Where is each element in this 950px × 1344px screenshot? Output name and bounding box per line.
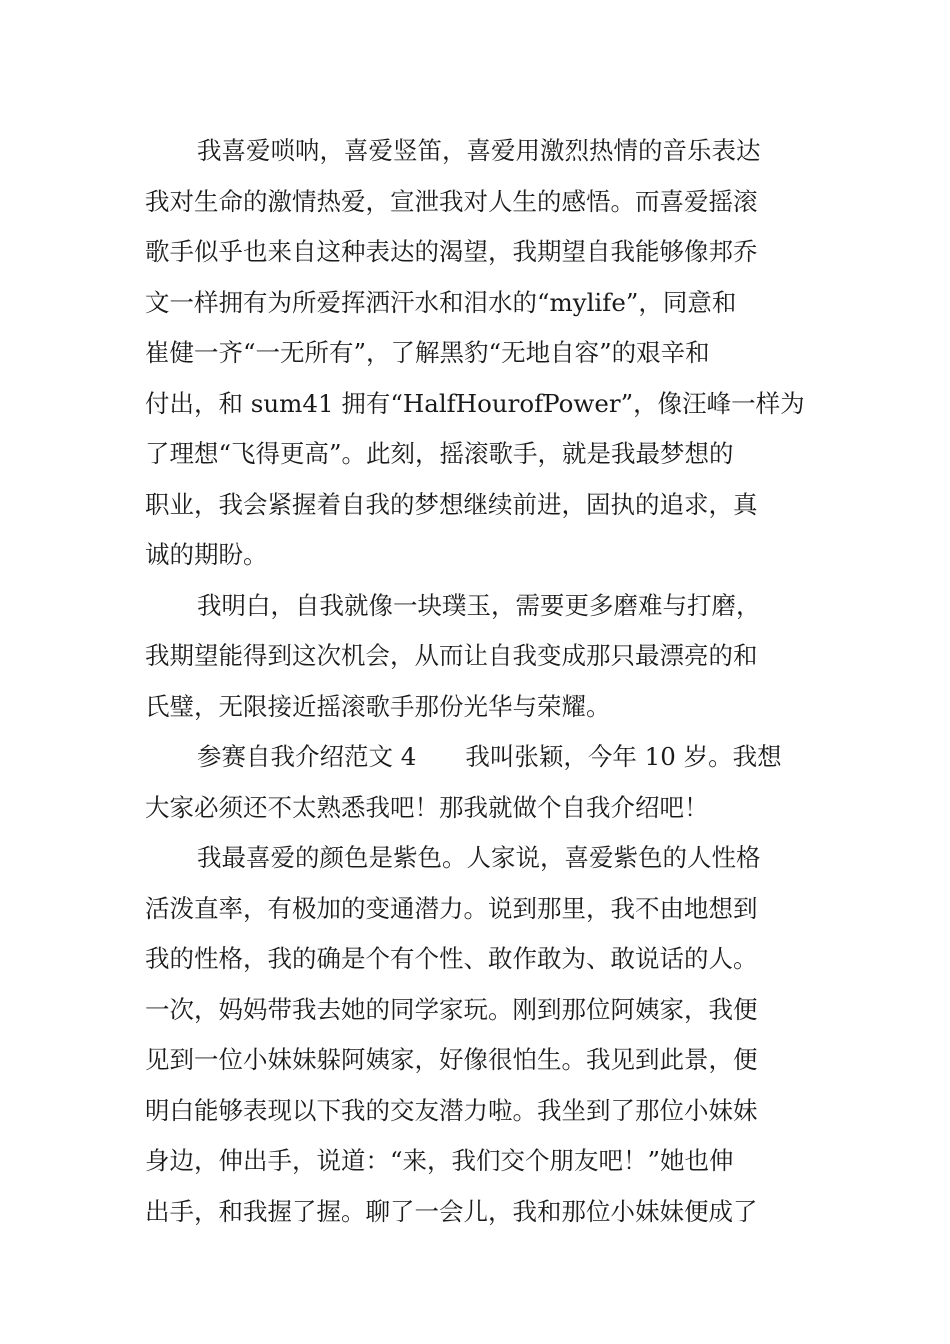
- text-line: 出手，和我握了握。聊了一会儿，我和那位小妹妹便成了: [145, 1196, 758, 1226]
- text-line: 诚的期盼。: [145, 540, 268, 569]
- text-line: 身边，伸出手，说道：“来，我们交个朋友吧！”她也伸: [145, 1146, 734, 1175]
- text-line: 了理想“飞得更高”。此刻，摇滚歌手，就是我最梦想的: [145, 439, 734, 468]
- text-line: 见到一位小妹妹躲阿姨家，好像很怕生。我见到此景，便: [145, 1045, 758, 1074]
- text-line: 明白能够表现以下我的交友潜力啦。我坐到了那位小妹妹: [145, 1095, 758, 1125]
- text-line: 氏璧，无限接近摇滚歌手那份光华与荣耀。: [145, 691, 611, 721]
- text-line: 我最喜爱的颜色是紫色。人家说，喜爱紫色的人性格: [197, 843, 761, 872]
- text-line: 活泼直率，有极加的变通潜力。说到那里，我不由地想到: [145, 893, 758, 923]
- text-line: 付出，和 sum41 拥有“HalfHourofPower”，像汪峰一样为: [145, 388, 805, 418]
- text-line: 我的性格，我的确是个有个性、敢作敢为、敢说话的人。: [145, 944, 758, 973]
- text-line: 文一样拥有为所爱挥洒汗水和泪水的“mylife”，同意和: [145, 287, 737, 317]
- text-line: 大家必须还不太熟悉我吧！那我就做个自我介绍吧！: [145, 792, 709, 822]
- text-line: 崔健一齐“一无所有”，了解黑豹“无地自容”的艰辛和: [145, 338, 710, 367]
- text-line: 我喜爱唢呐，喜爱竖笛，喜爱用激烈热情的音乐表达: [197, 136, 761, 165]
- text-line: 参赛自我介绍范文 4 我叫张颖，今年 10 岁。我想: [197, 742, 782, 771]
- text-line: 一次，妈妈带我去她的同学家玩。刚到那位阿姨家，我便: [145, 994, 758, 1024]
- text-line: 歌手似乎也来自这种表达的渴望，我期望自我能够像邦乔: [145, 237, 758, 266]
- text-line: 我期望能得到这次机会，从而让自我变成那只最漂亮的和: [145, 641, 758, 670]
- text-line: 我明白，自我就像一块璞玉，需要更多磨难与打磨，: [197, 590, 761, 620]
- text-line: 职业，我会紧握着自我的梦想继续前进，固执的追求，真: [145, 489, 758, 519]
- text-line: 我对生命的激情热爱，宣泄我对人生的感悟。而喜爱摇滚: [145, 186, 758, 216]
- body-text: [145, 126, 810, 1237]
